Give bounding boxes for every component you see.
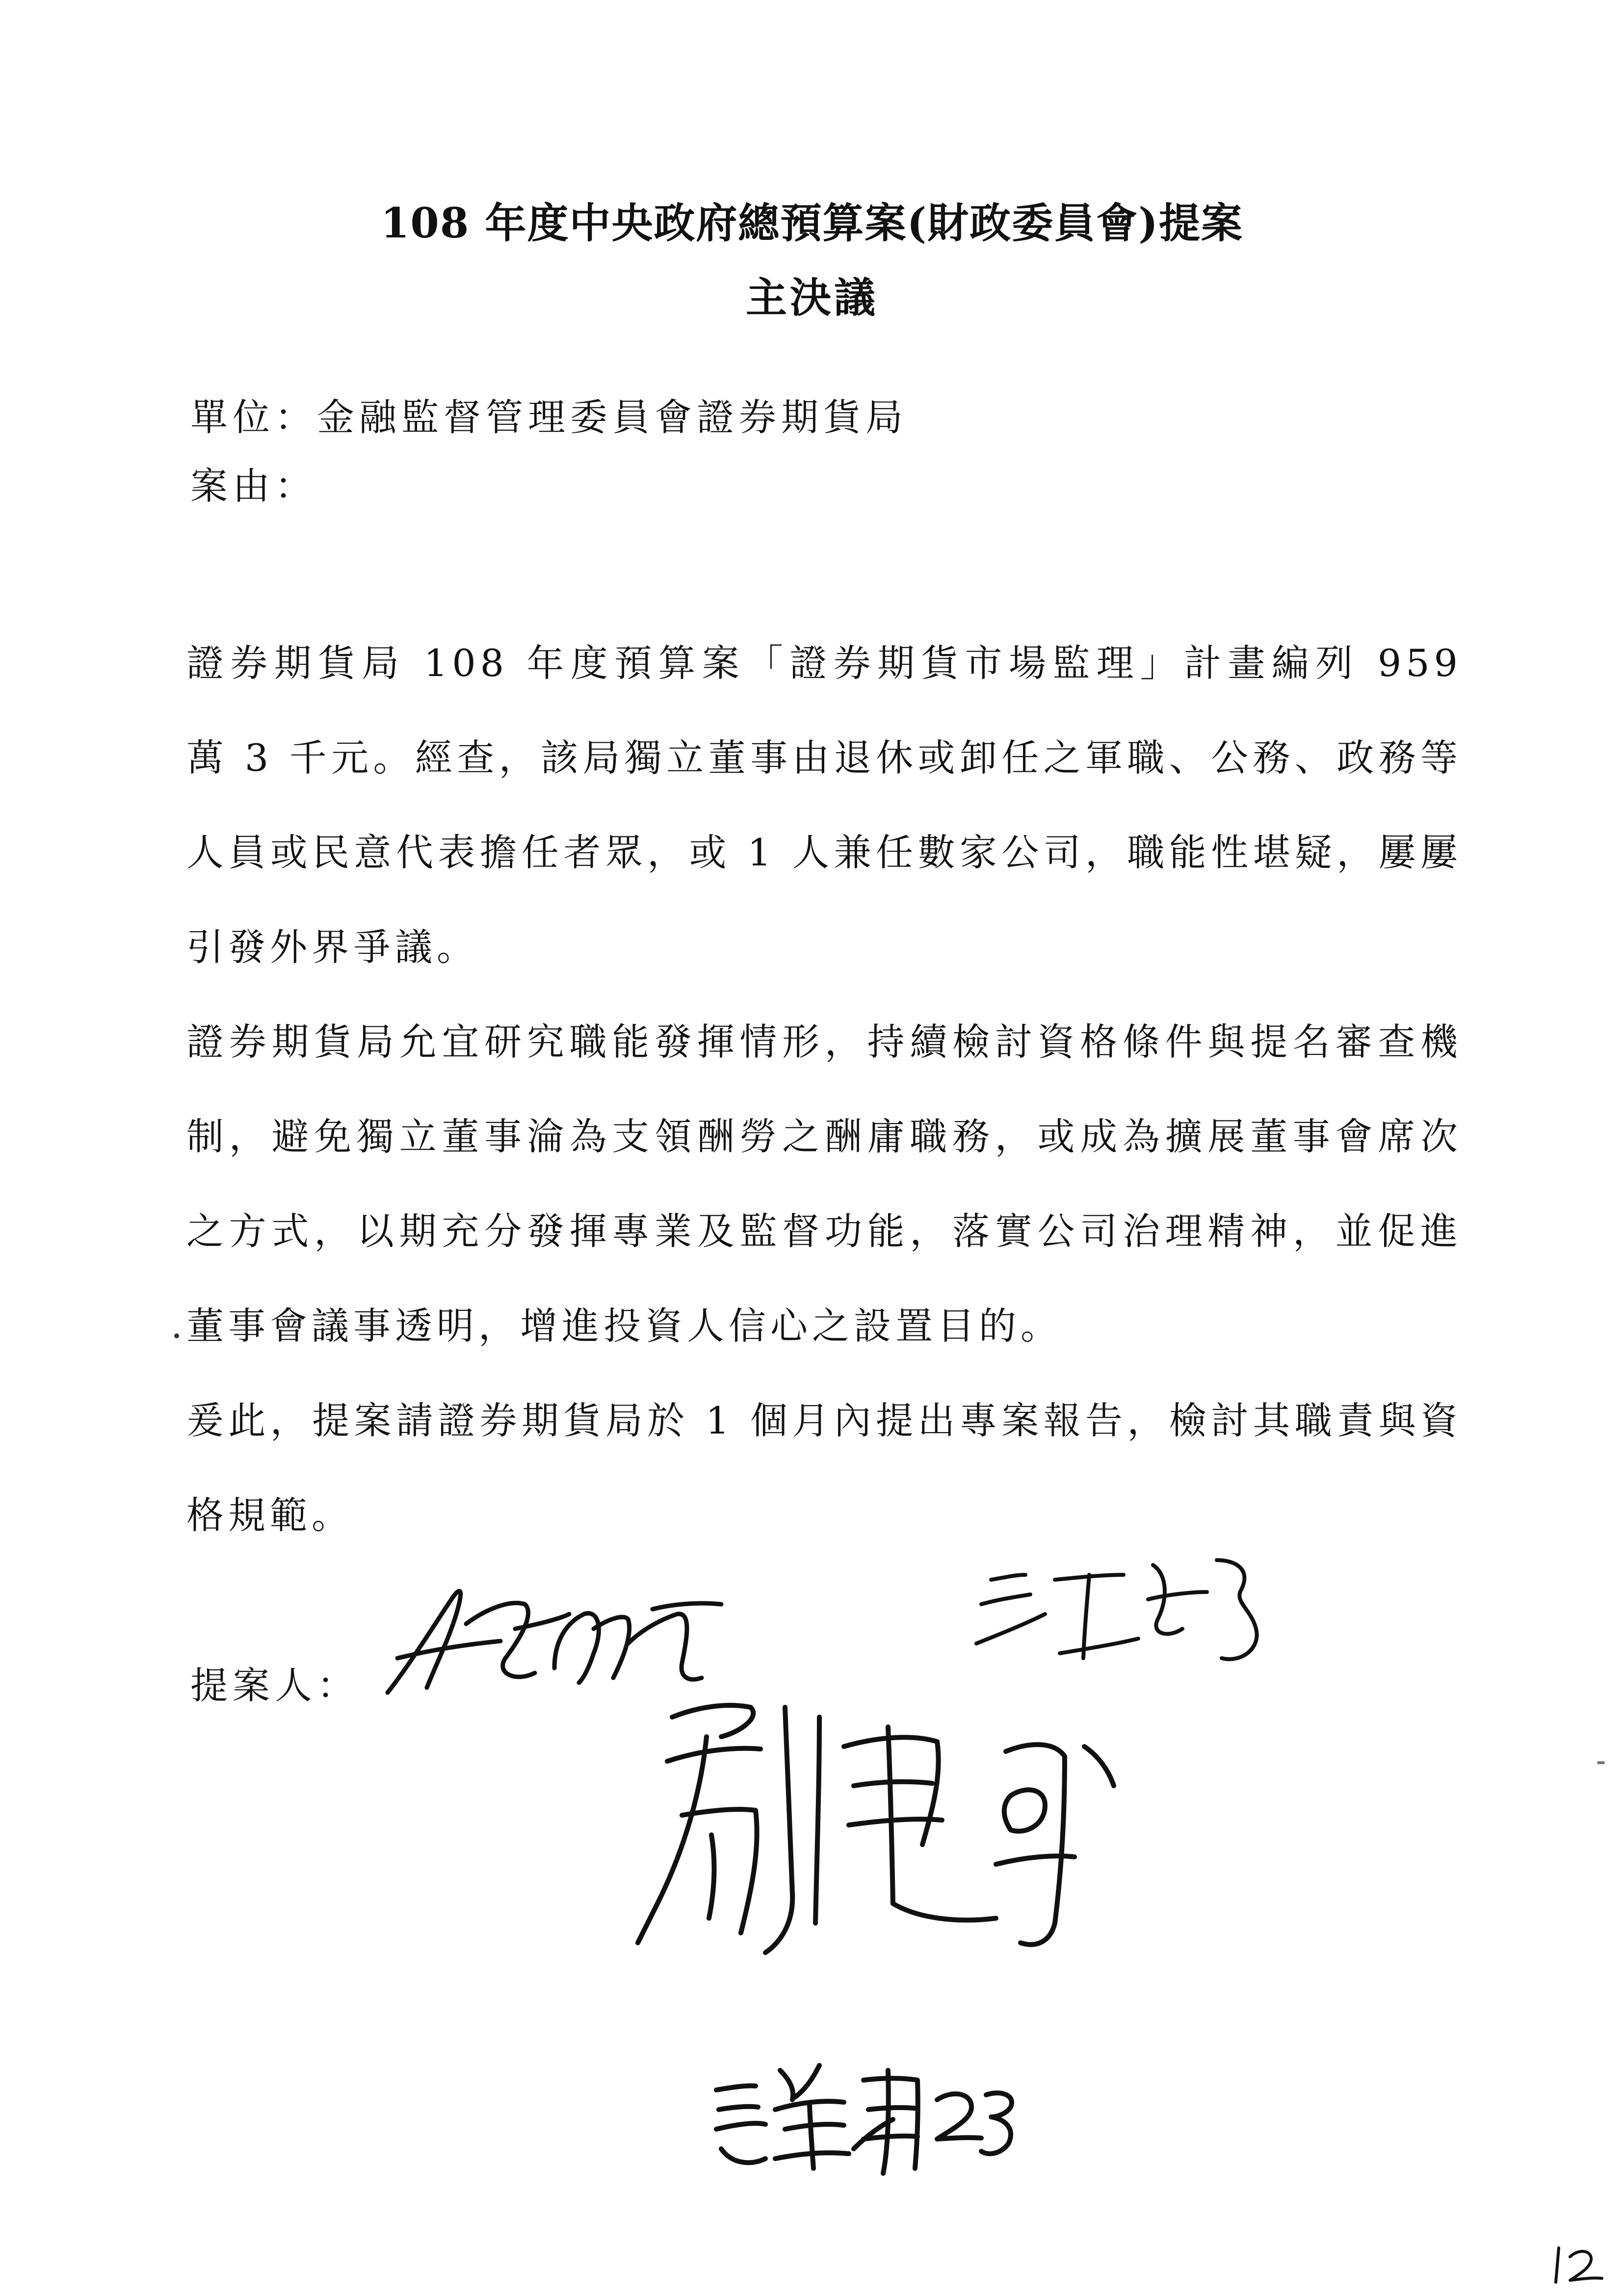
signature-3 <box>623 1688 1138 1962</box>
document-subtitle: 主決議 <box>745 273 878 322</box>
handwritten-note <box>707 2051 1025 2178</box>
proposer-label: 提案人： <box>190 1664 359 1707</box>
scan-speck <box>1597 1761 1605 1764</box>
paragraph-background: 證券期貨局 108 年度預算案「證券期貨市場監理」計畫編列 959 萬 3 千元。經查，該局獨立董事由退休或卸任之軍職、公務、政務等人員或民意代表擔任者眾，或 1 人兼任數家公司，職能性堪疑，屢屢引發外界爭議。 <box>186 641 1462 969</box>
page-number <box>1548 2242 1607 2286</box>
unit-line: 單位：金融監督管理委員會證券期貨局 <box>190 395 908 439</box>
cause-line: 案由： <box>190 464 317 508</box>
proposal-body <box>186 616 1462 1563</box>
paragraph-recommendation: 證券期貨局允宜研究職能發揮情形，持續檢討資格條件與提名審查機制，避免獨立董事淪為支領酬勞之酬庸職務，或成為擴展董事會席次之方式，以期充分發揮專業及監督功能，落實公司治理精神，並促進董事會議事透明，增進投資人信心之設置目的。 <box>186 1020 1462 1348</box>
ink-dot <box>174 1333 179 1338</box>
document-title: 108 年度中央政府總預算案(財政委員會)提案 <box>380 199 1244 247</box>
paragraph-request: 爰此，提案請證券期貨局於 1 個月內提出專案報告，檢討其職責與資格規範。 <box>186 1399 1462 1537</box>
signature-2 <box>962 1545 1276 1673</box>
